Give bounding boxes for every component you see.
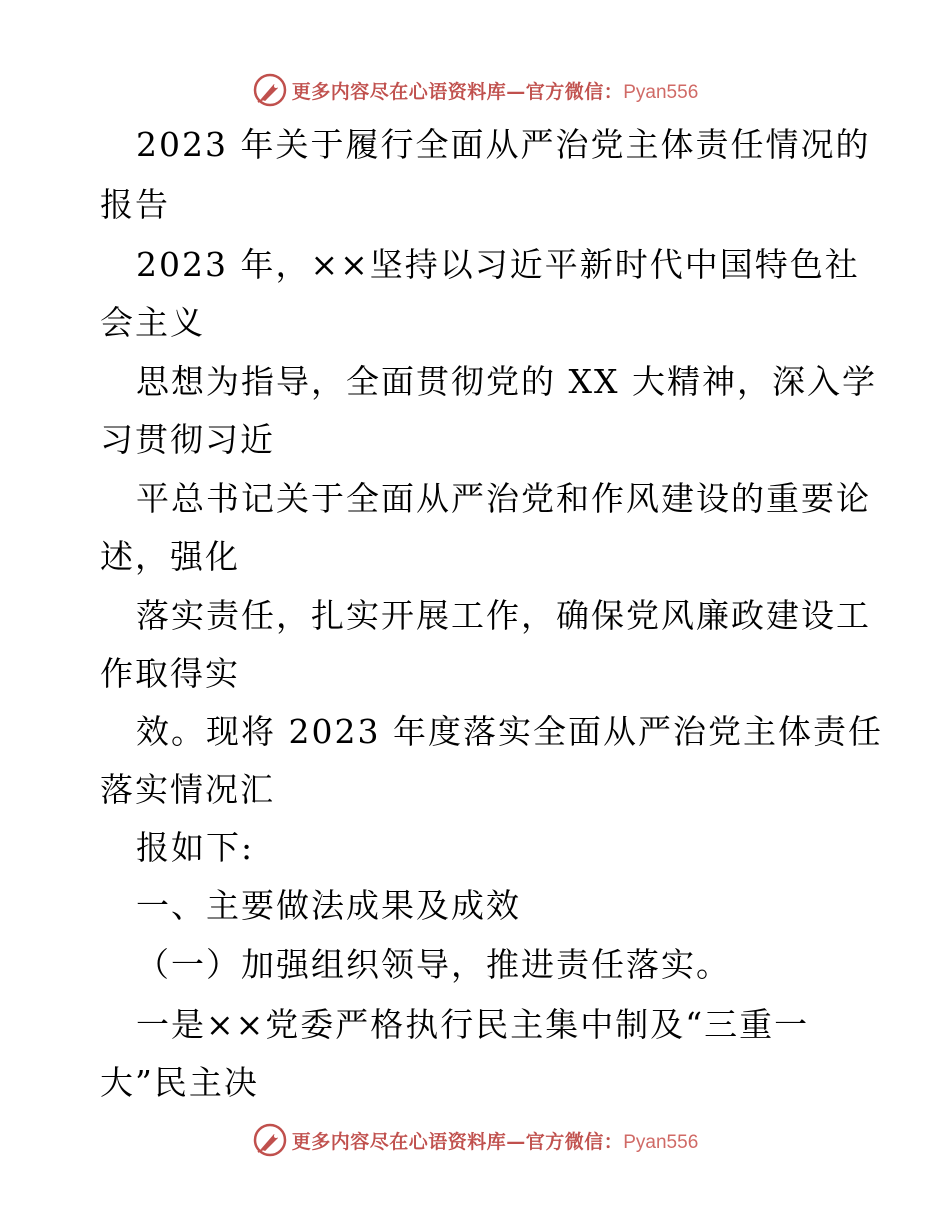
section-heading: 一、主要做法成果及成效 (136, 886, 521, 925)
footer-banner-text (292, 1127, 699, 1154)
pen-nib-logo-icon (252, 72, 288, 108)
paragraph-line: 落实责任，扎实开展工作，确保党风廉政建设工 (136, 596, 871, 635)
paragraph-line: 一是××党委严格执行民主集中制及“三重一 (136, 1005, 810, 1044)
paragraph-line: 习贯彻习近 (100, 420, 275, 459)
subsection-heading: （一）加强组织领导，推进责任落实。 (136, 945, 731, 984)
header-banner-cn: 更多内容尽在心语资料库—官方微信： (291, 80, 624, 103)
paragraph-line: 报如下: (136, 828, 255, 867)
header-banner-wechat-id: Pyan556 (623, 81, 699, 103)
paragraph-line: 效。现将 2023 年度落实全面从严治党主体责任 (136, 712, 883, 751)
paragraph-line: 会主义 (100, 303, 205, 342)
paragraph-line: 述，强化 (100, 537, 240, 576)
paragraph-line: 平总书记关于全面从严治党和作风建设的重要论 (136, 479, 871, 518)
footer-banner-cn: 更多内容尽在心语资料库—官方微信： (291, 1130, 624, 1153)
header-banner-text (292, 77, 699, 104)
title-line-1: 2023 年关于履行全面从严治党主体责任情况的 (136, 125, 871, 164)
header-banner (0, 70, 950, 110)
title-line-2: 报告 (100, 185, 170, 224)
footer-banner-wechat-id: Pyan556 (623, 1131, 699, 1153)
paragraph-line: 大”民主决 (100, 1063, 259, 1102)
paragraph-line: 作取得实 (100, 654, 240, 693)
paragraph-line: 思想为指导，全面贯彻党的 XX 大精神，深入学 (136, 362, 877, 401)
footer-banner (0, 1120, 950, 1160)
paragraph-line: 落实情况汇 (100, 770, 275, 809)
pen-nib-logo-icon (252, 1122, 288, 1158)
paragraph-line: 2023 年，××坚持以习近平新时代中国特色社 (136, 245, 860, 284)
